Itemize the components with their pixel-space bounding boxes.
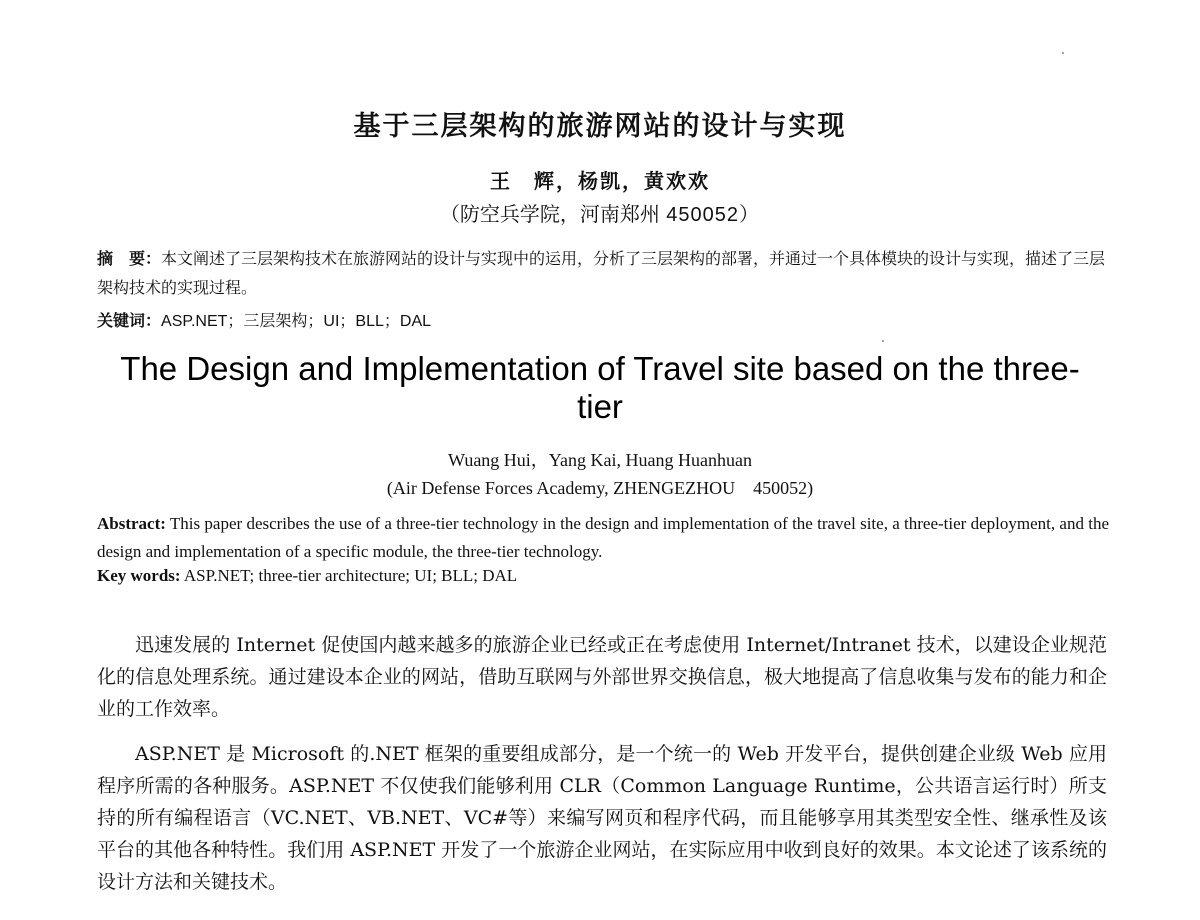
scan-speck: [1062, 52, 1064, 54]
english-authors: Wuang Hui，Yang Kai, Huang Huanhuan: [448, 450, 752, 470]
chinese-keywords-label: 关键词：: [97, 311, 162, 330]
chinese-abstract-text: 本文阐述了三层架构技术在旅游网站的设计与实现中的运用，分析了三层架构的部署，并通过一个具体模块的设计与实现，描述了三层架构技术的实现过程。: [97, 249, 1106, 297]
chinese-keywords-text: ASP.NET；三层架构；UI；BLL；DAL: [161, 313, 432, 330]
english-keywords: [97, 566, 1107, 586]
english-title: The Design and Implementation of Travel site based on the three-tier: [120, 350, 1080, 425]
english-keywords-label: Key words:: [97, 566, 181, 585]
scan-speck: [882, 340, 884, 342]
body-paragraph-1: 迅速发展的 Internet 促使国内越来越多的旅游企业已经或正在考虑使用 Internet/Intranet 技术，以建设企业规范化的信息处理系统。通过建设本企业的网站，借助互联网与外部世界交换信息，极大地提高了信息收集与发布的能力和企业的工作效率。: [97, 634, 1107, 720]
english-abstract-label: Abstract:: [97, 514, 166, 533]
chinese-title: 基于三层架构的旅游网站的设计与实现: [353, 111, 847, 142]
chinese-affiliation: [0, 198, 1200, 227]
english-abstract-text: This paper describes the use of a three-tier technology in the design and implementation of the travel site, a three-tier deployment, and the design and implementation of a specific module, the three-tier technology.: [97, 514, 1110, 561]
chinese-keywords: [97, 308, 1107, 331]
chinese-abstract: [97, 244, 1107, 302]
body-paragraph-2: ASP.NET 是 Microsoft 的.NET 框架的重要组成部分，是一个统一的 Web 开发平台，提供创建企业级 Web 应用程序所需的各种服务。ASP.NET 不仅使我们能够利用 CLR（Common Language Runtime，公共语言运行时）所支持的所有编程语言（VC.NET、VB.NET、VC#等）来编写网页和程序代码，而且能够享用其类型安全性、继承性及该平台的其他各种特性。我们用 ASP.NET 开发了一个旅游企业网站，在实际应用中收到良好的效果。本文论述了该系统的设计方法和关键技术。: [97, 743, 1107, 893]
chinese-affiliation-text: （防空兵学院，河南郑州: [439, 202, 660, 226]
english-keywords-text: ASP.NET; three-tier architecture; UI; BLL; DAL: [183, 566, 518, 585]
chinese-authors: 王 辉，杨凯，黄欢欢: [490, 169, 710, 193]
chinese-affiliation-zip: 450052）: [666, 204, 761, 226]
english-affiliation: (Air Defense Forces Academy, ZHENGEZHOU 450052): [386, 478, 814, 498]
chinese-abstract-label: 摘 要：: [97, 249, 162, 268]
english-abstract: [97, 510, 1109, 566]
